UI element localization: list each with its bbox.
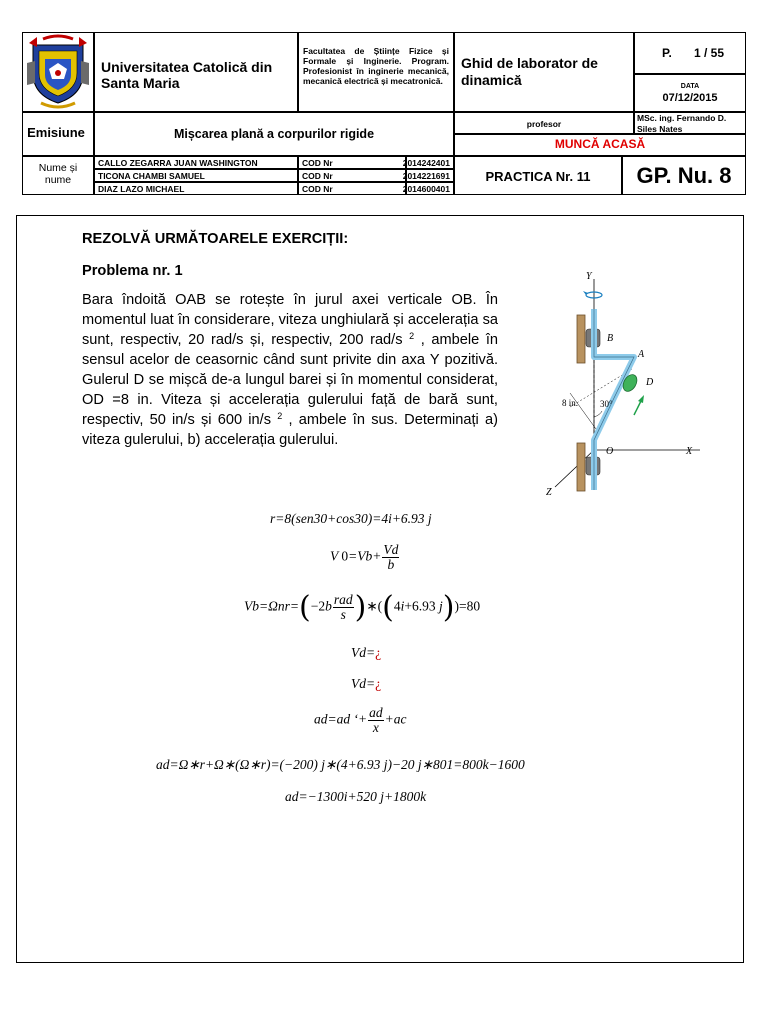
cod-value: 2014242401: [402, 158, 450, 168]
cod-label: COD Nr: [302, 158, 333, 168]
emission-cell: [22, 112, 94, 156]
figure-label-b: B: [607, 333, 614, 344]
superscript: 2: [409, 331, 415, 341]
university-cell: [94, 32, 298, 112]
student-cod-cell: [402, 182, 454, 195]
homework-cell: [454, 134, 746, 156]
student-cod-label-cell: [298, 182, 406, 195]
student-name: DIAZ LAZO MICHAEL: [98, 184, 185, 194]
names-label: Nume și nume: [38, 162, 78, 186]
problem-text-part-1: Bara îndoită OAB se rotește în jurul axei verticale OB. În momentul luat în considerare, viteza unghiulară și accelerația sa sunt, respectiv, 20 rad/s și, respectiv, 200 rad/s: [82, 292, 498, 348]
topic-cell: [94, 112, 454, 156]
university-name: Universitatea Catolică din Santa Maria: [101, 59, 273, 91]
superscript: 2: [277, 411, 283, 421]
problem-statement: [82, 290, 498, 450]
student-name-cell: [94, 156, 298, 169]
figure-label-a: A: [638, 349, 645, 360]
professor-label: profesor: [526, 119, 562, 129]
practice-label: PRACTICA Nr. 11: [485, 169, 591, 184]
practice-cell: [454, 156, 622, 195]
group-label: GP. Nu. 8: [636, 163, 732, 188]
page-number: 1 / 55: [694, 46, 725, 60]
group-cell: [622, 156, 746, 195]
cod-value: 2014221691: [402, 171, 450, 181]
page-number-cell: [634, 32, 746, 74]
student-name-cell: [94, 182, 298, 195]
equation-vd-text: Vd=¿: [351, 645, 382, 660]
logo-cell: [22, 32, 94, 112]
professor-name: MSc. ing. Fernando D. Siles Nates: [637, 113, 727, 134]
figure-label-o: O: [606, 446, 614, 457]
student-cod-cell: [402, 156, 454, 169]
page-label: P.: [662, 46, 672, 60]
figure-label-y: Y: [586, 271, 592, 282]
professor-label-cell: [454, 112, 634, 134]
section-heading: REZOLVĂ URMĂTOARELE EXERCIȚII:: [82, 231, 349, 247]
guide-title-cell: [454, 32, 634, 112]
equation-ad-expanded: ad=Ω∗r+Ω∗(Ω∗r)=(−200) j∗(4+6.93 j)−20 j∗801=800k−1600: [156, 757, 525, 772]
bent-rod-figure: [530, 265, 710, 500]
problem-text-part-2: , ambele în sensul acelor de ceasornic când sunt privite din axa Y pozitivă. Gulerul D se mișcă de-a lungul barei și în momentul considerat, OD =8 in. Viteza și accelerația gulerului față de bară sunt, respectiv, 50 in/s și 600 in/s: [82, 332, 498, 428]
university-crest-icon: [23, 33, 93, 111]
names-label-cell: [22, 156, 94, 195]
problem-title: Problema nr. 1: [82, 263, 183, 279]
figure-label-angle: 30°: [600, 399, 613, 409]
cod-label: COD Nr: [302, 184, 333, 194]
homework-label: MUNCĂ ACASĂ: [554, 137, 646, 151]
emission-label: Emisiune: [27, 125, 85, 140]
equation-vd-text: Vd=¿: [351, 676, 382, 691]
equation-vd-2: [351, 676, 381, 692]
cod-value: 2014600401: [402, 184, 450, 194]
equation-velocity: V 0=Vb+ $\frac{Vd}{b}$: [330, 542, 399, 572]
student-name-cell: [94, 169, 298, 182]
professor-name-cell: [634, 112, 746, 134]
date-label: DATA: [680, 83, 700, 90]
faculty-text: Facultatea de Științe Fizice și Formale și Inginerie. Program. Profesionist în inginerie mecanică, mecanică electrică și mecatronică.: [303, 46, 449, 86]
figure-label-d: D: [646, 377, 654, 388]
guide-title: Ghid de laborator de dinamică: [461, 55, 598, 88]
equation-vb: Vb=Ωnr=(−2b $\frac{\text{rad}}{s}$ )∗((4i+6.93 j))=80: [244, 590, 481, 625]
topic-title: Mișcarea plană a corpurilor rigide: [173, 127, 375, 141]
equation-position: r=8(sen30+cos30)=4i+6.93 j: [270, 511, 432, 526]
equation-vd-1: [351, 645, 381, 661]
problem-text-part-3: , ambele în sus. Determinați a) viteza gulerului, b) accelerația gulerului.: [82, 412, 498, 448]
student-cod-cell: [402, 169, 454, 182]
figure-label-length: 8 in.: [562, 398, 579, 408]
figure-label-z: Z: [546, 487, 552, 498]
faculty-cell: [298, 32, 454, 112]
date-value: 07/12/2015: [662, 92, 718, 104]
figure-label-x: X: [686, 446, 693, 457]
date-cell: [634, 74, 746, 112]
student-cod-label-cell: [298, 169, 406, 182]
header-table: [22, 32, 746, 195]
student-name: CALLO ZEGARRA JUAN WASHINGTON: [98, 158, 258, 168]
equation-acceleration: ad=ad ‘+ $\frac{ad}{x}$ +ac: [314, 705, 407, 735]
student-name: TICONA CHAMBI SAMUEL: [98, 171, 205, 181]
equation-ad-result: ad=−1300i+520 j+1800k: [285, 789, 427, 804]
cod-label: COD Nr: [302, 171, 333, 181]
student-cod-label-cell: [298, 156, 406, 169]
